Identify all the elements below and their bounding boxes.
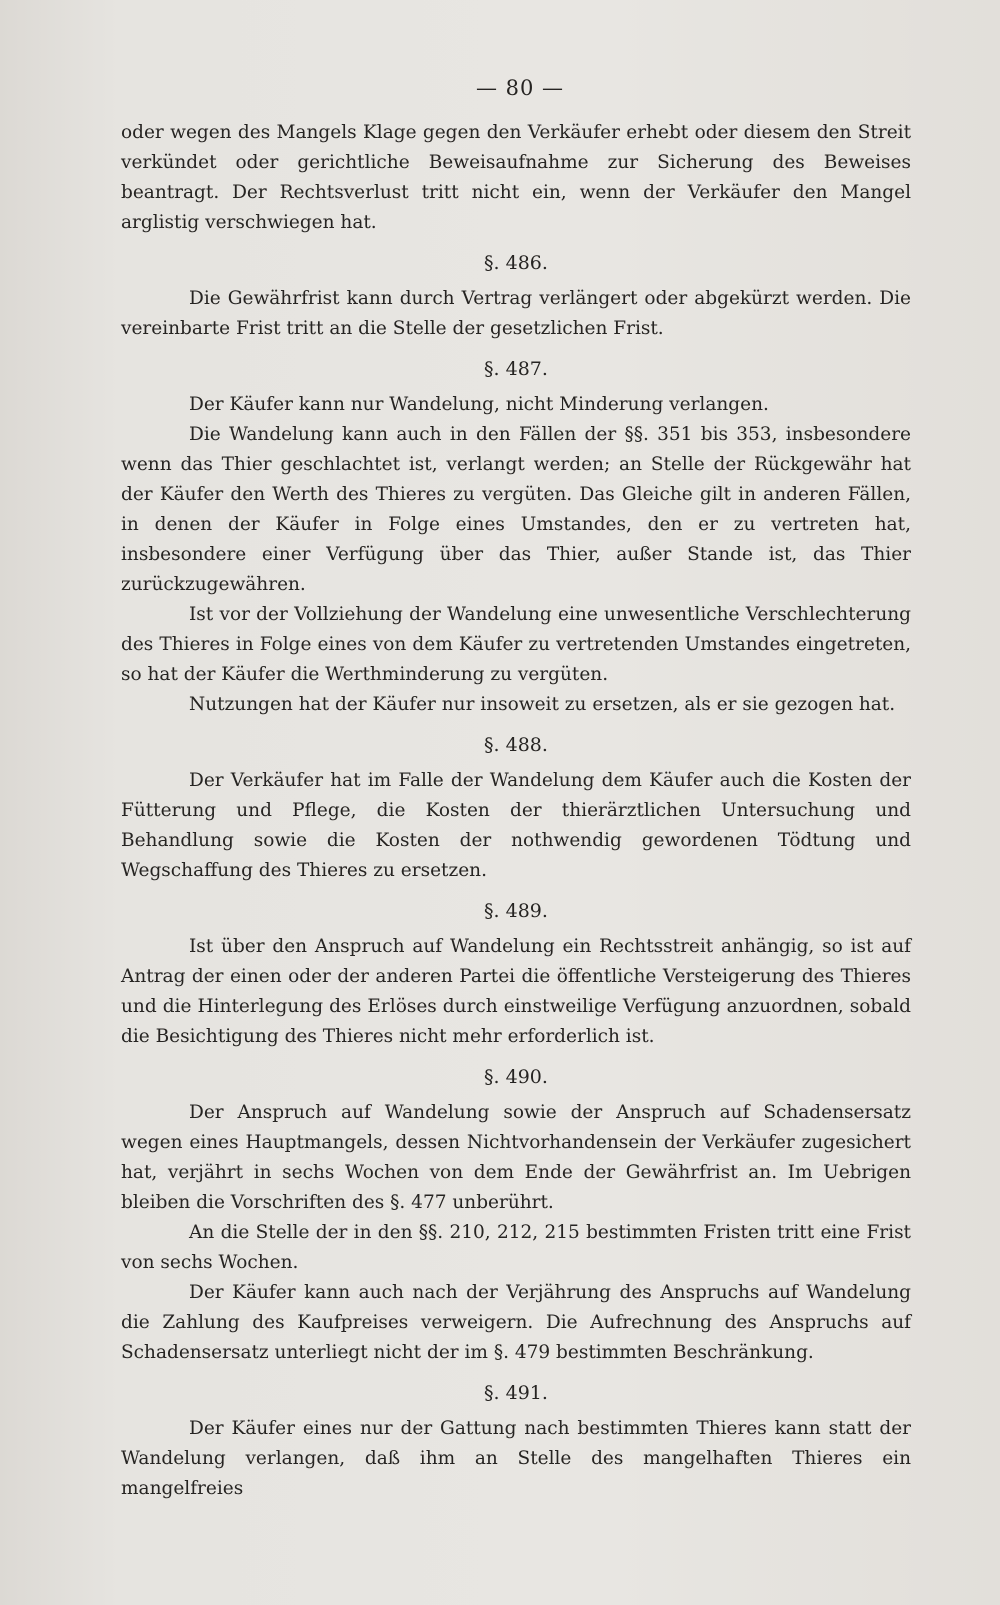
page-number: — 80 —: [475, 76, 565, 100]
section-heading-490: §. 490.: [484, 1066, 548, 1088]
paragraph: Die Wandelung kann auch in den Fällen der §§. 351 bis 353, insbesondere wenn das Thier geschlachtet ist, verlangt werden; an Stelle der Rückgewähr hat der Käufer den Werth des Thieres zu vergüten. Das Gleiche gilt in anderen Fällen, in denen der Käufer in Folge eines Umstandes, den er zu vertreten hat, insbesondere einer Verfügung über das Thier, außer Stande ist, das Thier zurückzugewähren.: [121, 424, 911, 595]
paragraph: An die Stelle der in den §§. 210, 212, 215 bestimmten Fristen tritt eine Frist von sechs Wochen.: [121, 1222, 911, 1273]
paragraph: Der Anspruch auf Wandelung sowie der Anspruch auf Schadensersatz wegen eines Hauptmangels, dessen Nichtvorhandensein der Verkäufer zugesichert hat, verjährt in sechs Wochen von dem Ende der Gewährfrist an. Im Uebrigen bleiben die Vorschriften des §. 477 unberührt.: [121, 1102, 911, 1213]
paragraph: Nutzungen hat der Käufer nur insoweit zu ersetzen, als er sie gezogen hat.: [189, 694, 896, 715]
section-heading-488: §. 488.: [484, 734, 548, 756]
section-heading-487: §. 487.: [484, 358, 548, 380]
section-heading-491: §. 491.: [484, 1382, 548, 1404]
paragraph: Der Verkäufer hat im Falle der Wandelung dem Käufer auch die Kosten der Fütterung und Pflege, die Kosten der thierärztlichen Untersuchung und Behandlung sowie die Kosten der nothwendig gewordenen Tödtung und Wegschaffung des Thieres zu ersetzen.: [121, 770, 911, 881]
section-heading-489: §. 489.: [484, 900, 548, 922]
paragraph: Der Käufer kann nur Wandelung, nicht Minderung verlangen.: [189, 394, 769, 415]
paragraph: Der Käufer kann auch nach der Verjährung des Anspruchs auf Wandelung die Zahlung des Kaufpreises verweigern. Die Aufrechnung des Anspruchs auf Schadensersatz unterliegt nicht der im §. 479 bestimmten Beschränkung.: [121, 1282, 911, 1363]
paragraph: Der Käufer eines nur der Gattung nach bestimmten Thieres kann statt der Wandelung verlangen, daß ihm an Stelle des mangelhaften Thieres ein mangelfreies: [121, 1418, 911, 1499]
paragraph: Ist vor der Vollziehung der Wandelung eine unwesentliche Verschlechterung des Thieres in Folge eines von dem Käufer zu vertretenden Umstandes eingetreten, so hat der Käufer die Werthminderung zu vergüten.: [121, 604, 911, 685]
paragraph: Die Gewährfrist kann durch Vertrag verlängert oder abgekürzt werden. Die vereinbarte Frist tritt an die Stelle der gesetzlichen Frist.: [121, 288, 911, 339]
body-text: [121, 118, 911, 1504]
paragraph: Ist über den Anspruch auf Wandelung ein Rechtsstreit anhängig, so ist auf Antrag der einen oder der anderen Partei die öffentliche Versteigerung des Thieres und die Hinterlegung des Erlöses durch einstweilige Verfügung anzuordnen, sobald die Besichtigung des Thieres nicht mehr erforderlich ist.: [121, 936, 911, 1047]
paragraph: oder wegen des Mangels Klage gegen den Verkäufer erhebt oder diesem den Streit verkündet oder gerichtliche Beweisaufnahme zur Sicherung des Beweises beantragt. Der Rechtsverlust tritt nicht ein, wenn der Verkäufer den Mangel arglistig verschwiegen hat.: [121, 122, 911, 233]
section-heading-486: §. 486.: [484, 252, 548, 274]
